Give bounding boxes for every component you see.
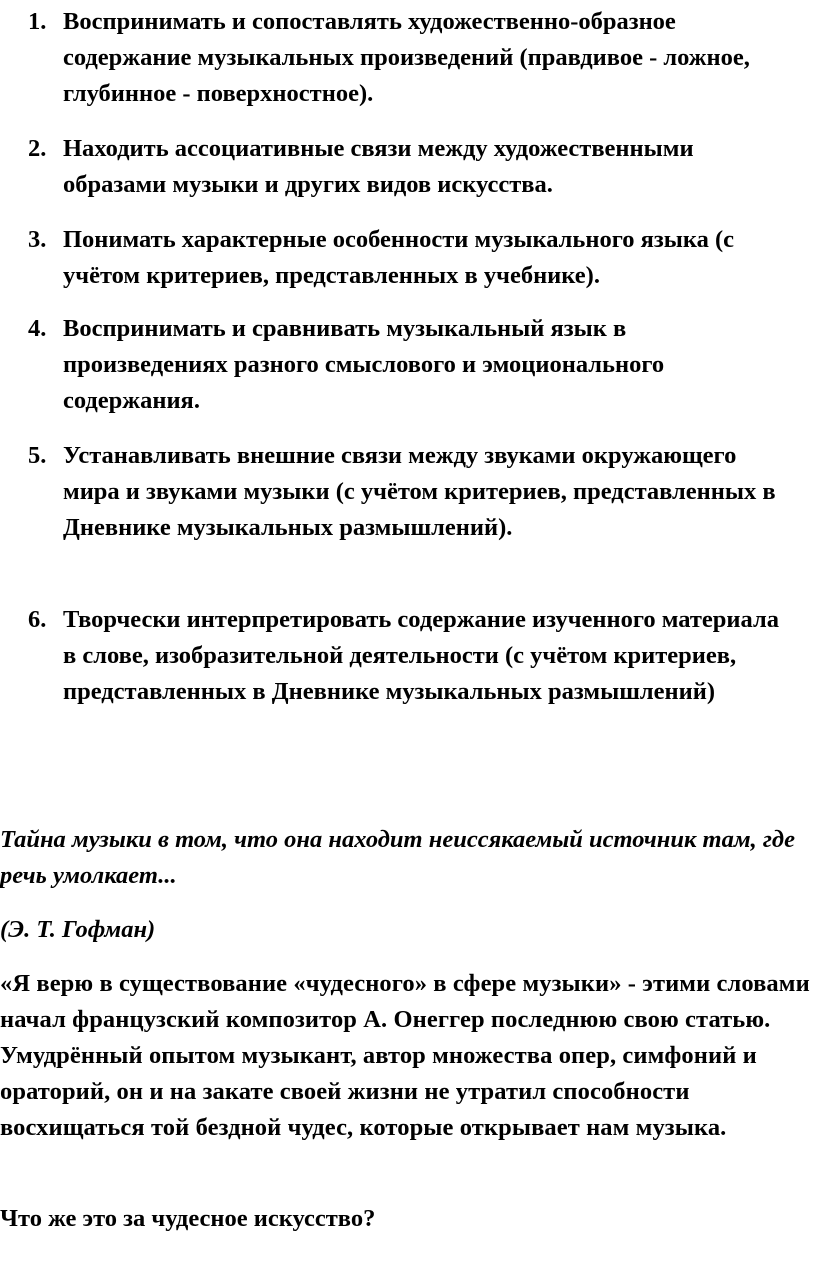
list-item-number: 6. bbox=[28, 606, 47, 633]
list-item-number: 2. bbox=[28, 135, 47, 162]
list-item bbox=[0, 438, 816, 546]
list-item bbox=[0, 4, 816, 112]
body-paragraph: «Я верю в существование «чудесного» в сфере музыки» - этими словами начал французский композитор А. Онеггер последнюю свою статью. Умудрённый опытом музыкант, автор множества опер, симфоний и ораторий, он и на закате своей жизни не утратил способности восхищаться той бездной чудес, которые открывает нам музыка. bbox=[0, 970, 810, 1141]
epigraph-quote: Тайна музыки в том, что она находит неиссякаемый источник там, где речь умолкает... bbox=[0, 826, 795, 889]
list-item-text: Воспринимать и сравнивать музыкальный язык в произведениях разного смыслового и эмоционального содержания. bbox=[63, 315, 665, 414]
list-item bbox=[0, 131, 816, 203]
list-item-number: 3. bbox=[28, 226, 47, 253]
list-item-text: Устанавливать внешние связи между звуками окружающего мира и звуками музыки (с учётом критериев, представленных в Дневнике музыкальных размышлений). bbox=[63, 442, 776, 541]
list-item-number: 1. bbox=[28, 8, 47, 35]
list-item-text: Понимать характерные особенности музыкального языка (с учётом критериев, представленных в учебнике). bbox=[63, 226, 735, 289]
closing-question: Что же это за чудесное искусство? bbox=[0, 1205, 376, 1232]
epigraph-author: (Э. Т. Гофман) bbox=[0, 916, 156, 943]
list-item-number: 4. bbox=[28, 315, 47, 342]
list-item-text: Находить ассоциативные связи между художественными образами музыки и других видов искусства. bbox=[63, 135, 694, 198]
list-item bbox=[0, 602, 816, 710]
list-item-number: 5. bbox=[28, 442, 47, 469]
list-item-text: Воспринимать и сопоставлять художественно-образное содержание музыкальных произведений (правдивое - ложное, глубинное - поверхностное). bbox=[63, 8, 750, 107]
list-item bbox=[0, 222, 816, 294]
list-item bbox=[0, 311, 816, 419]
list-item-text: Творчески интерпретировать содержание изученного материала в слове, изобразительной деятельности (с учётом критериев, представленных в Дневнике музыкальных размышлений) bbox=[63, 606, 780, 705]
